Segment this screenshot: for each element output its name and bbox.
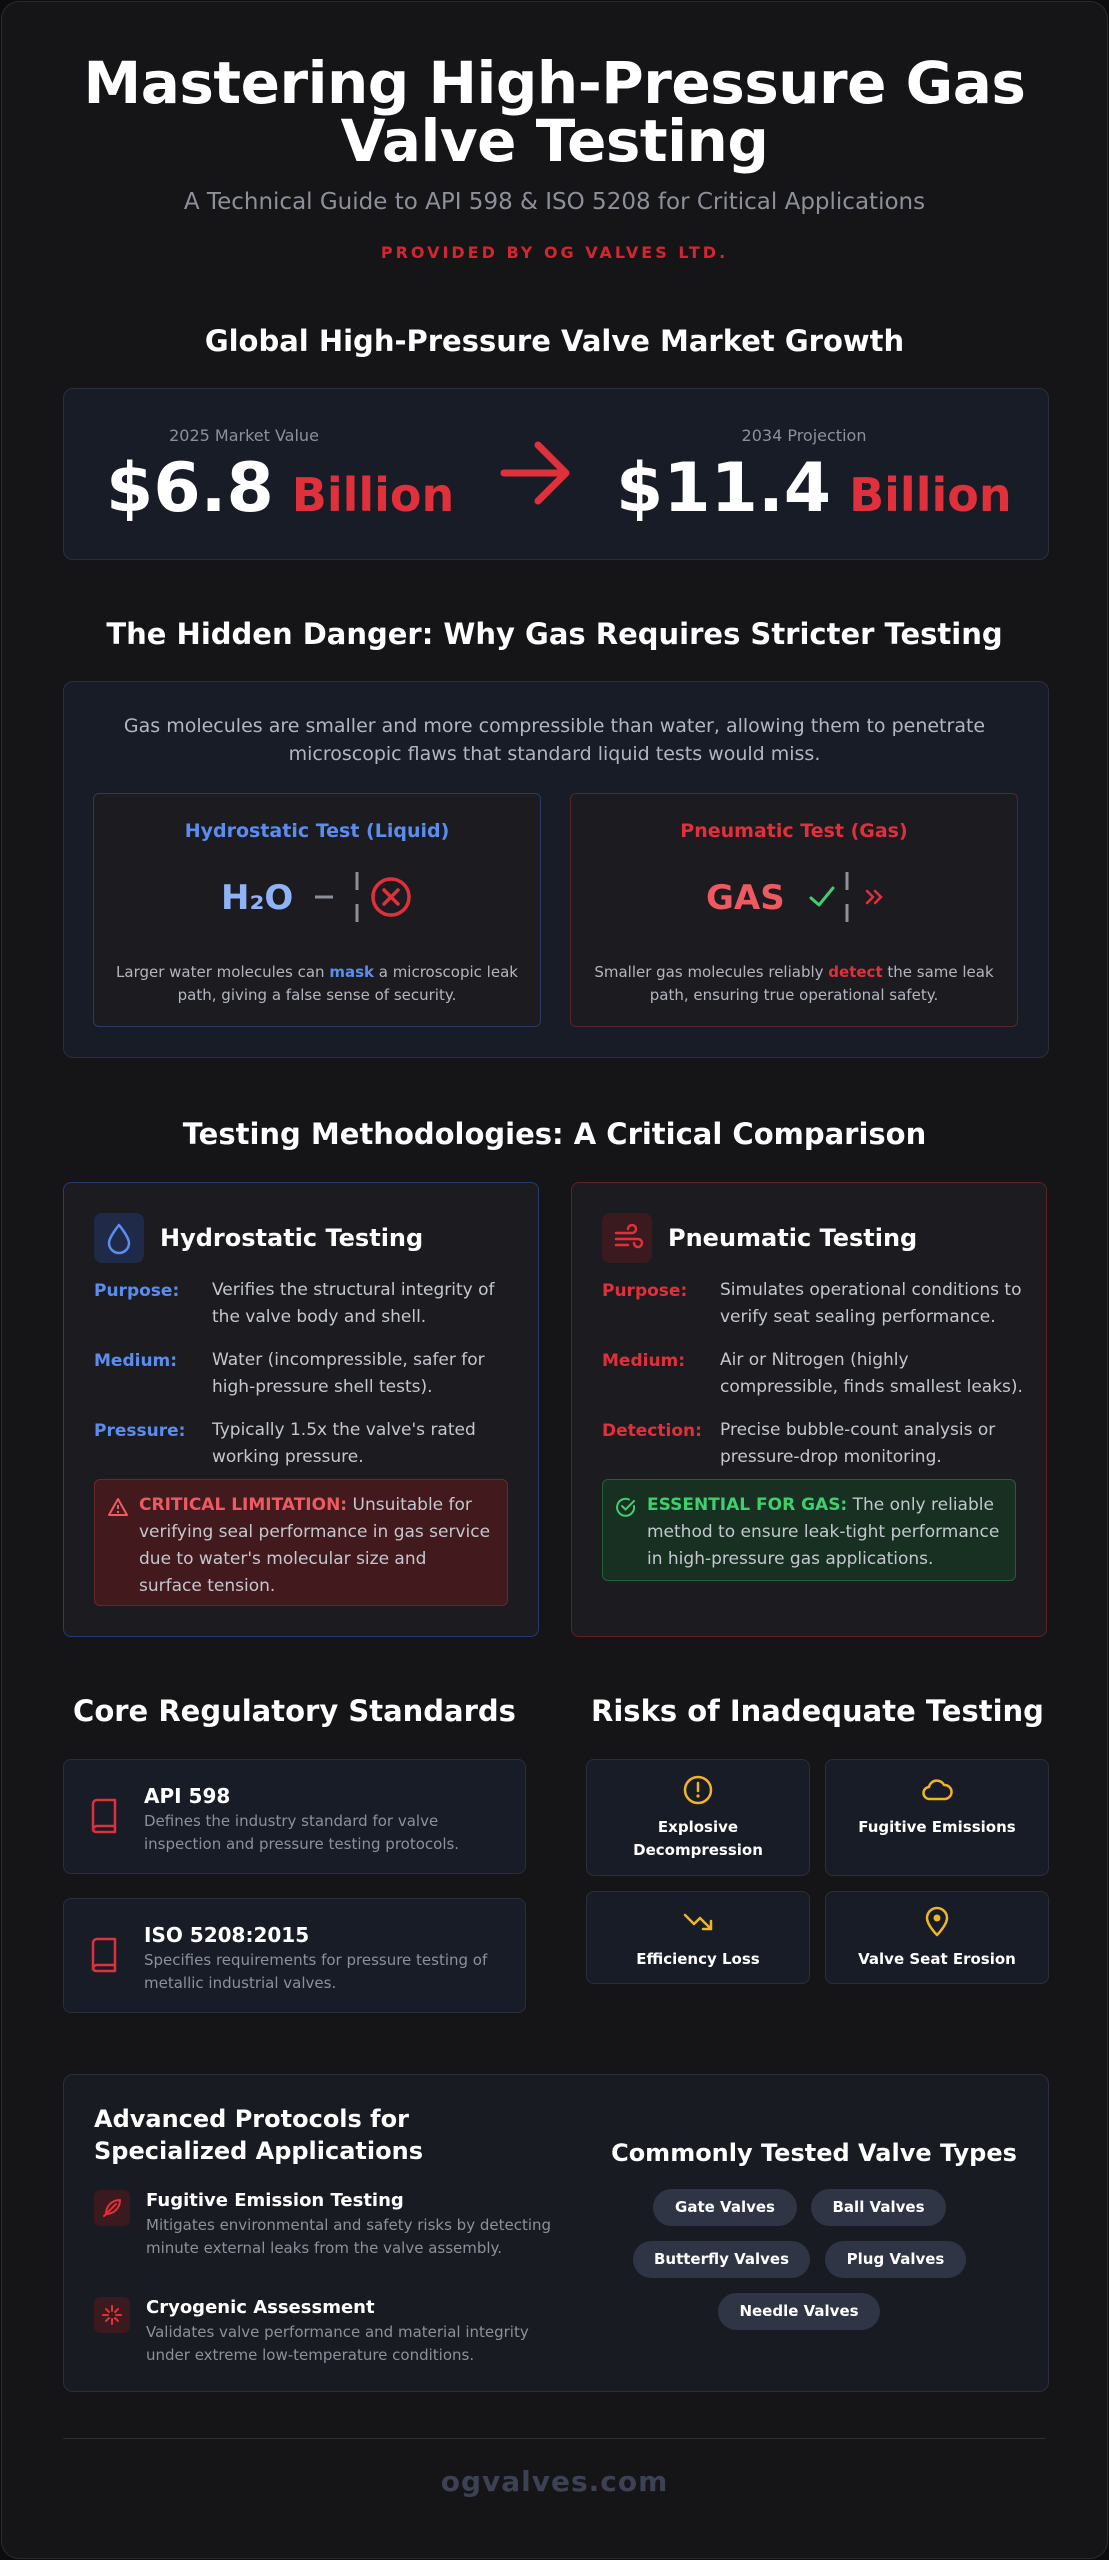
standard-card-api-598 <box>63 1759 526 1874</box>
essential-for-gas-text <box>647 1492 1001 1573</box>
risk-label: Fugitive Emissions <box>858 1818 1016 1836</box>
risks-heading: Risks of Inadequate Testing <box>591 1694 1044 1728</box>
title-line-2: Valve Testing <box>340 107 769 175</box>
hydro-medium-label: Medium: <box>94 1351 178 1371</box>
hydro-pressure-label: Pressure: <box>94 1421 186 1441</box>
book-icon <box>88 1798 120 1838</box>
pneu-card-title: Pneumatic Testing <box>668 1224 918 1252</box>
risk-card-fugitive-emissions <box>825 1759 1049 1876</box>
valve-type-pill: Ball Valves <box>811 2189 946 2226</box>
arrow-right-icon <box>496 433 576 517</box>
pneu-desc-highlight: detect <box>828 963 883 981</box>
risk-label-line-2: Decompression <box>633 1841 763 1859</box>
pneu-test-title: Pneumatic Test (Gas) <box>680 820 908 842</box>
snowflake-icon <box>94 2297 130 2333</box>
standards-heading: Core Regulatory Standards <box>73 1694 516 1728</box>
market-current-value <box>106 449 454 528</box>
essential-for-gas-label: ESSENTIAL FOR GAS: <box>647 1495 848 1515</box>
pneu-desc-before: Smaller gas molecules reliably <box>594 963 829 981</box>
feather-icon <box>94 2190 130 2226</box>
hydro-medium-value: Water (incompressible, safer for high-pressure shell tests). <box>212 1350 485 1397</box>
hydro-test-title: Hydrostatic Test (Liquid) <box>184 820 450 842</box>
hydro-desc-before: Larger water molecules can <box>116 963 330 981</box>
market-current-label: 2025 Market Value <box>169 426 319 445</box>
pneu-test-desc <box>591 961 997 1007</box>
protocol-title: Cryogenic Assessment <box>146 2297 375 2318</box>
trending-down-icon <box>682 1906 714 1942</box>
pneu-detection-label: Detection: <box>602 1421 702 1441</box>
leak-path-graphic-gas <box>837 864 917 934</box>
market-projection-label: 2034 Projection <box>741 426 867 445</box>
risk-card-explosive-decompression <box>586 1759 810 1876</box>
valve-types-title: Commonly Tested Valve Types <box>611 2139 1017 2167</box>
danger-heading: The Hidden Danger: Why Gas Requires Stricter Testing <box>106 617 1003 651</box>
hydro-pressure-value: Typically 1.5x the valve's rated working pressure. <box>212 1420 476 1467</box>
protocol-desc: Mitigates environmental and safety risks by detecting minute external leaks from the valve assembly. <box>146 2216 552 2257</box>
pneu-detection-value: Precise bubble-count analysis or pressure-drop monitoring. <box>720 1420 996 1467</box>
hydro-purpose-value: Verifies the structural integrity of the valve body and shell. <box>212 1280 495 1327</box>
hydrostatic-test-box <box>93 793 541 1027</box>
gas-symbol: GAS <box>706 878 785 918</box>
protocol-title: Fugitive Emission Testing <box>146 2190 404 2211</box>
footer-divider <box>63 2438 1046 2439</box>
risk-label: Efficiency Loss <box>636 1950 760 1968</box>
provider-tagline: PROVIDED BY OG VALVES LTD. <box>380 243 729 262</box>
map-pin-icon <box>921 1906 953 1942</box>
critical-limitation-text <box>139 1492 493 1600</box>
market-current-unit: Billion <box>291 468 455 522</box>
hydro-purpose-label: Purpose: <box>94 1281 180 1301</box>
valve-type-pill: Needle Valves <box>718 2293 880 2330</box>
valve-type-pill: Plug Valves <box>825 2241 966 2278</box>
cloud-icon <box>921 1774 953 1810</box>
hydro-desc-after: a microscopic leak path, giving a false sense of security. <box>177 963 518 1004</box>
standard-desc: Specifies requirements for pressure testing of metallic industrial valves. <box>144 1951 488 1992</box>
risk-label: Valve Seat Erosion <box>858 1950 1016 1968</box>
essential-for-gas-body: The only reliable method to ensure leak-tight performance in high-pressure gas applications. <box>647 1495 1000 1569</box>
critical-limitation-callout <box>94 1479 508 1606</box>
standard-desc: Defines the industry standard for valve inspection and pressure testing protocols. <box>144 1812 460 1853</box>
pneumatic-test-box <box>570 793 1018 1027</box>
infographic-page <box>1 1 1108 2559</box>
title-line-1: Mastering High-Pressure Gas <box>83 49 1026 117</box>
standard-title: API 598 <box>144 1784 231 1808</box>
market-current-amount: $6.8 <box>106 449 274 528</box>
market-card <box>63 388 1049 560</box>
market-projection-unit: Billion <box>849 468 1012 522</box>
risk-label-line-1: Explosive <box>657 1818 739 1836</box>
page-title <box>2 49 1107 175</box>
standard-card-iso-5208 <box>63 1898 526 2013</box>
footer-site-link[interactable]: ogvalves.com <box>440 2465 669 2498</box>
water-drop-icon <box>94 1213 144 1263</box>
critical-limitation-label: CRITICAL LIMITATION: <box>139 1495 348 1515</box>
protocol-desc: Validates valve performance and material integrity under extreme low-temperature conditions. <box>146 2323 529 2364</box>
valve-type-pill: Gate Valves <box>653 2189 797 2226</box>
market-projection-amount: $11.4 <box>616 449 832 528</box>
pneu-medium-label: Medium: <box>602 1351 686 1371</box>
book-icon <box>88 1937 120 1977</box>
hydrostatic-testing-card <box>63 1182 539 1637</box>
danger-intro: Gas molecules are smaller and more compressible than water, allowing them to penetrate microscopic flaws that standard liquid tests would miss. <box>123 715 986 765</box>
hydro-test-desc <box>114 961 520 1007</box>
valve-type-pill: Butterfly Valves <box>633 2241 810 2278</box>
pneu-desc-after: the same leak path, ensuring true operational safety. <box>649 963 994 1004</box>
warning-triangle-icon <box>107 1496 129 1522</box>
advanced-title: Advanced Protocols for Specialized Applications <box>94 2105 423 2165</box>
hydro-card-title: Hydrostatic Testing <box>160 1224 424 1252</box>
wind-icon <box>602 1213 652 1263</box>
check-icon <box>807 878 837 918</box>
essential-for-gas-callout <box>602 1479 1016 1581</box>
pneumatic-testing-card <box>571 1182 1047 1637</box>
h2o-symbol: H₂O <box>221 878 294 918</box>
hydro-desc-highlight: mask <box>329 963 374 981</box>
risk-card-efficiency-loss <box>586 1891 810 1984</box>
check-circle-icon <box>615 1496 637 1522</box>
pneu-purpose-label: Purpose: <box>602 1281 688 1301</box>
market-heading: Global High-Pressure Valve Market Growth <box>204 324 905 358</box>
methods-heading: Testing Methodologies: A Critical Comparison <box>182 1117 927 1151</box>
pneu-medium-value: Air or Nitrogen (highly compressible, finds smallest leaks). <box>720 1350 1023 1397</box>
critical-limitation-body: Unsuitable for verifying seal performance in gas service due to water's molecular size and surface tension. <box>139 1495 491 1596</box>
alert-circle-icon <box>682 1774 714 1810</box>
x-circle-icon <box>370 876 412 922</box>
risk-card-valve-seat-erosion <box>825 1891 1049 1984</box>
standard-title: ISO 5208:2015 <box>144 1923 310 1947</box>
advanced-protocols-card <box>63 2074 1049 2392</box>
page-subtitle: A Technical Guide to API 598 & ISO 5208 for Critical Applications <box>183 189 926 215</box>
pneu-purpose-value: Simulates operational conditions to verify seat sealing performance. <box>720 1280 1022 1327</box>
risk-label <box>597 1816 799 1862</box>
market-projection-value <box>616 449 1012 528</box>
